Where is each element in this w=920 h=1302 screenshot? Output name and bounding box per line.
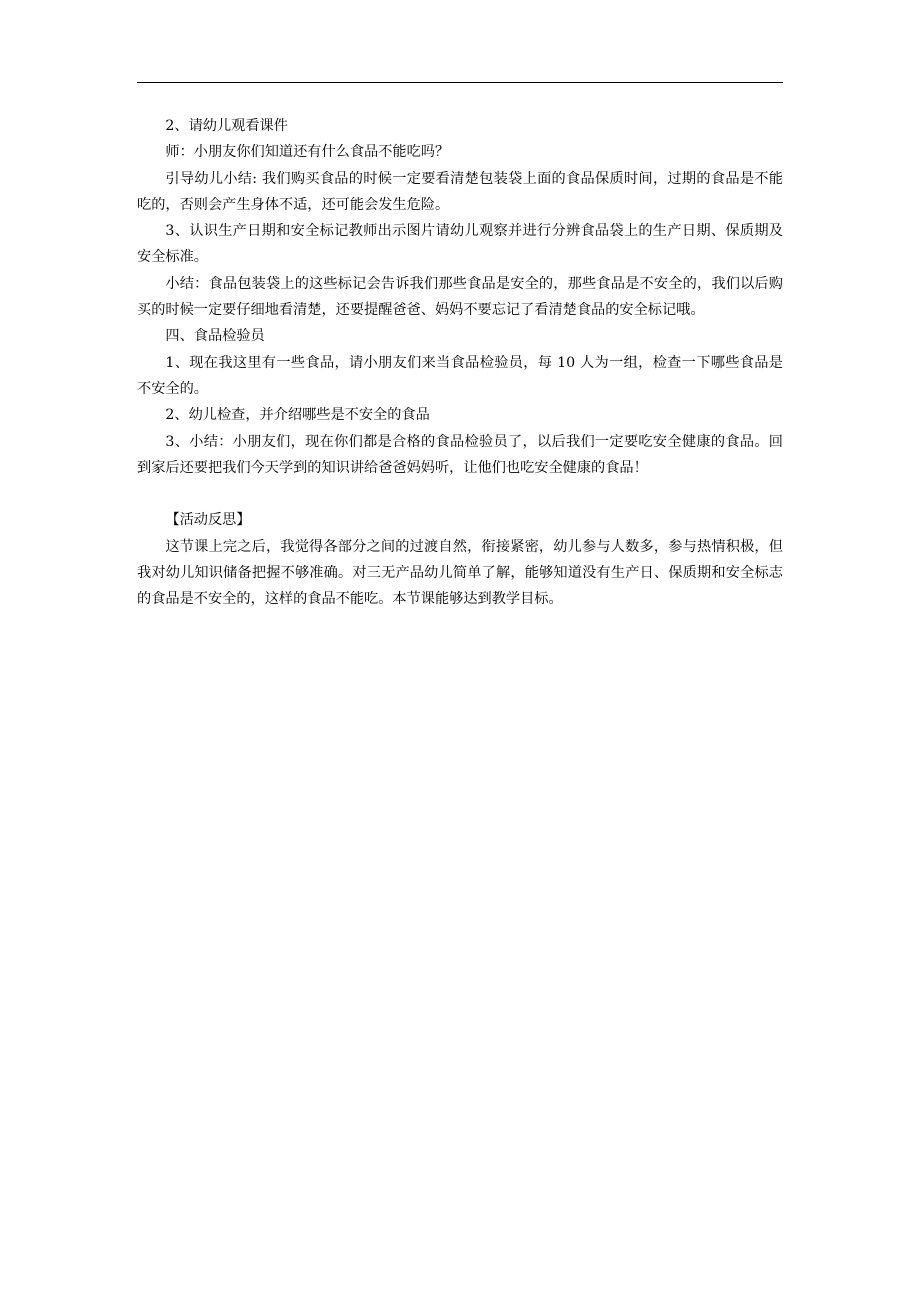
paragraph-inspector-groups: 1、现在我这里有一些食品，请小朋友们来当食品检验员，每 10 人为一组，检查一下哪些食品是不安全的。: [137, 354, 783, 397]
paragraph-recognize-dates: 3、认识生产日期和安全标记教师出示图片请幼儿观察并进行分辨食品袋上的生产日期、保质期及安全标准。: [137, 223, 783, 266]
paragraph-children-inspect: 2、幼儿检查，并介绍哪些是不安全的食品: [165, 407, 430, 424]
paragraph-watch-courseware: 2、请幼儿观看课件: [165, 118, 288, 134]
section-heading-food-inspector: 四、食品检验员: [165, 328, 265, 345]
document-body: [137, 113, 783, 613]
blank-line: [137, 481, 783, 507]
reflection-paragraph: 这节课上完之后，我觉得各部分之间的过渡自然，衔接紧密，幼儿参与人数多，参与热情积极，但我对幼儿知识储备把握不够准确。对三无产品幼儿简单了解，能够知道没有生产日、保质期和安全标志的食品是不安全的，这样的食品不能吃。本节课能够达到教学目标。: [137, 538, 783, 608]
paragraph-summary-labels: 小结：食品包装袋上的这些标记会告诉我们那些食品是安全的，那些食品是不安全的，我们以后购买的时候一定要仔细地看清楚，还要提醒爸爸、妈妈不要忘记了看清楚食品的安全标记哦。: [137, 275, 783, 319]
paragraph-guided-summary: 引导幼儿小结: 我们购买食品的时候一定要看清楚包装袋上面的食品保质时间，过期的食品是不能吃的，否则会产生身体不适，还可能会发生危险。: [137, 170, 783, 213]
header-rule: [137, 82, 783, 83]
paragraph-final-summary: 3、小结：小朋友们，现在你们都是合格的食品检验员了，以后我们一定要吃安全健康的食品。回到家后还要把我们今天学到的知识讲给爸爸妈妈听，让他们也吃安全健康的食品！: [137, 433, 783, 476]
paragraph-teacher-question: 师：小朋友你们知道还有什么食品不能吃吗？: [165, 144, 450, 161]
reflection-heading: 【活动反思】: [165, 512, 251, 529]
